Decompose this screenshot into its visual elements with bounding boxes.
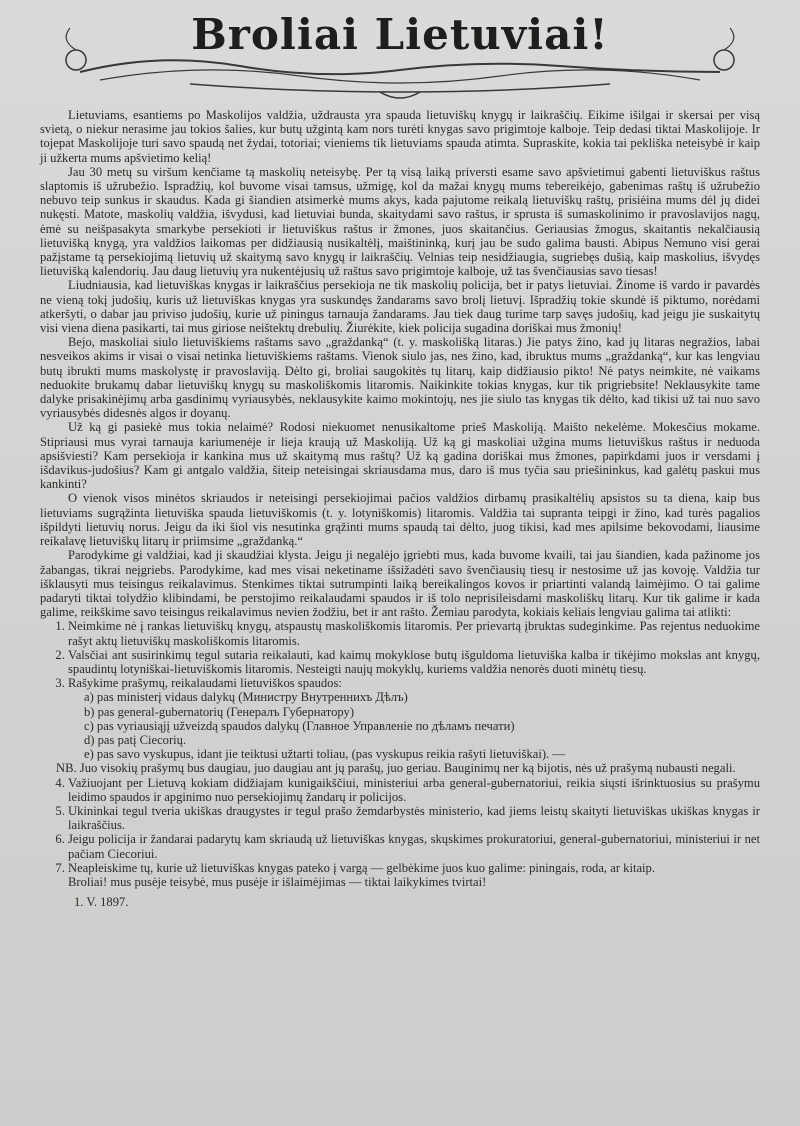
paragraph: Už ką gi pasiekė mus tokia nelaimė? Rodosi niekuomet nenusikaltome prieš Maskoliją. Maišto nekelėme. Mokesčius mokame. Stipriausi mus vyrai tarnauja kariumenėje ir lieja kraują už Maskoliją. Už ką gi maskoliai užgina mums lietuviškus raštus ir neduoda apsišviesti? Kam persekioja ir kankina mus už skaitymą mus raštų? Už ką gadina doriškai mus žmones, papirkdami juos ir versdami į išdavikus-judošius? Kam gi antgalo valdžia, šiteip neteisingai skriausdama mus, daro iš mus tyčia sau priešininkus, kad galėtų paskui mus kankinti?	[40, 420, 760, 492]
list-item	[68, 676, 760, 761]
paragraph: Jau 30 metų su viršum kenčiame tą maskolių neteisybę. Per tą visą laiką priversti esame savo apšvietimui gabenti lietuviškus raštus slaptomis iš užrubežio. Ispradžių, kol buvome visai tamsus, užmigę, kol da mažai knygų mums tebereikėjo, gabenimas raštų iš užrubežio nebuvo teip sunkus ir skaudus. Kada gi šiandien atsimerkė mums akys, kada pajutome reikalą lietuviškų raštų, prisiėina mums dėl jų didei nukęsti. Matote, maskolių valdžia, išvydusi, kad lietuviai bunda, skaitydami savo raštus, ir sprusta iš sumaskolinimo ir pravoslavijos nagų, ėmė su neišpasakyta smarkybe persekioti ir lietuviškus raštus ir žmones, juos skaitančius. Geriausias žmogus, skaitantis nekalčiausią lietuvišką knygą, yra valdžios laikomas per didžiausią nusikaltėlį, maištininką, kurį jau be sudo galima bausti. Abipus Nemuno visi gerai pažįstame tą persekiojimą lietuvių už skaitymą savo knygų ir laikraščių. Velnias teip nesidžiaugia, sugriebęs dušią, kaip maskolius, išvydęs lietuvišką kalendorių. Jau daug lietuvių yra nukentėjusių už raštus savo prigimtoje kalboje, už tas švenčiausias savo tiesas!	[40, 164, 760, 279]
sublist-item: d) pas patį Ciecorių.	[84, 732, 187, 747]
sublist-item: a) pas ministerį vidaus dalykų (Министру Внутреннихъ Дѣлъ)	[84, 690, 408, 705]
leaflet-body	[40, 108, 760, 909]
list-item-text: Rašykime prašymų, reikalaudami lietuviškos spaudos:	[68, 676, 342, 691]
list-item: 6. Jeigu policija ir žandarai padarytų kam skriaudą už lietuviškas knygas, skųskimes prokuratoriui, general-gubernatoriui, ministeriui ir net pačiam Ciecoriui.	[68, 832, 760, 860]
list-item: 2. Valsčiai ant susirinkimų tegul sutaria reikalauti, kad kaimų mokyklose butų išguldoma lietuviška kalba ir tikėjimo mokslas ant knygų, spaudintų lotyniškai-lietuviškomis litaromis. Nesteigti naujų mokyklų, kuriems valdžia nenorės duoti minėtų tiesų.	[68, 648, 760, 676]
sublist-item: b) pas general-gubernatorių (Генералъ Губернатору)	[84, 704, 355, 719]
paragraph: Liudniausia, kad lietuviškas knygas ir laikraščius persekioja ne tik maskolių policija, bet ir patys lietuviai. Žinome iš vardo ir pavardės ne vieną tokį judošių, kuris už lietuviškas knygas yra suskundęs žandarams savo brolį lietuvį. Išpradžių tokie skundė iš piktumo, norėdami atkeršyti, o dabar jau priviso judošių, kurie už piningus tarnauja žandarams. Jau tiek daug turime tarp savęs judošių, kad jeigu jie suskaitytų visi viena diena pasikarti, tai mus giriose neištektų drebulių. Žiurėkite, kiek policija sugadina doriškai mus žmonių!	[40, 278, 760, 336]
paragraph: Lietuviams, esantiems po Maskolijos valdžia, uždraustа yra spauda lietuviškų knygų ir laikraščių. Eikime išilgai ir skersai per visą svietą, o niekur nerasime jau tokios šalies, kur butų užgintą kam nors turėti knygas savo prigimtoje kalboje. Teip dedasi tiktai Maskolijoje. Ir tojepat Maskolijoje turi savo spaudą net žydai, totoriai; vieniems tik lietuviams spauda atimta. Supraskite, kokia tai pekliška neteisybė ir kaip ji užkerta mums apšvietimo kelią!	[40, 108, 760, 165]
masthead	[40, 0, 760, 108]
closing-line: Broliai! mus pusėje teisybė, mus pusėje ir išlaimėjimas — tiktai laikykimes tvirtai!	[68, 874, 487, 889]
paragraph: Bejo, maskoliai siulo lietuviškiems raštams savo „graždanką“ (t. y. maskolišką litaras.) Jie patys žino, kad jų litaras negražios, labai nesveikos akims ir visai o visai netinka lietuviškiems raštams. Vienok siulo jas, nes žino, kad, ibruktus mums „graždanką“, kur kas lengviau butų ibrukti mums maskolystę ir pravoslaviją. Dėlto gi, broliai saugokitės tų litarų, kaip didžiausio pikto! Nė patys neimkite, nė vaikams neduokite brukamų dabar lietuviškų knygų su maskoliškomis litaromis. Naikinkite tokias knygas, kur tik prigriebsite! Neklausykite tame dalyke prisakinėjimų arba gasdinimų vyriausybės, neklausykite kaimo mokintojų, nes jie siulo tas knygas tik dėlto, kad tikisi už tai nuo savo vyriausybės didesnės algos ir doyanų.	[40, 335, 760, 421]
petition-recipients-list	[68, 690, 760, 761]
date: 1. V. 1897.	[74, 895, 129, 910]
list-item: 7. Neapleiskime tų, kurie už lietuviškas knygas pateko į vargą — gelbėkime juos kuo galime: piningais, roda, ar kitaip.	[68, 861, 760, 875]
nb-note: NB. Juo visokių prašymų bus daugiau, juo daugiau ant jų parašų, juo geriau. Bauginimų ner ką bijotis, nės už prašymą nubausti negali.	[56, 761, 736, 776]
demands-list-continued	[40, 776, 760, 875]
list-item: 5. Ukininkai tegul tveria ukiškas draugystes ir tegul prašo žemdarbystės ministerio, kad jiems leistų skaityti lietuviškas ukiškas knygas ir laikraščius.	[68, 804, 760, 832]
sublist-item: c) pas vyriausiąjį užveizdą spaudos dalykų (Главное Управленіе по дѣламъ печати)	[84, 718, 515, 733]
paragraph: O vienok visos minėtos skriaudos ir neteisingi persekiojimai pačios valdžios dirbamų prasikaltėlių apsistos su ta diena, kaip bus lietuviams sugrąžinta lietuviška spauda lietuviškomis (t. y. lotyniškomis) litaromis. Valdžia tai supranta teipgi ir žino, kad turės pagalios išpildyti lietuvių norus. Jeigu da iki šiol vis nesutinka grąžinti mums spaudą tai dėlto, juog tikisi, kad mes apilsime bekovodami, liausime reikalavę lietuviškų litarų ir priimsime „graždanką.“	[40, 491, 760, 549]
list-item: 4. Važiuojant per Lietuvą kokiam didžiajam kunigaikščiui, ministeriui arba general-gubernatoriui, reikia siųsti išrinktuosius su prašymu leidimo spaudos ir apginimo nuo persekiojimų žandarų ir policijos.	[68, 776, 760, 804]
list-item: 1. Neimkime nė į rankas lietuviškų knygų, atspaustų maskoliškomis litaromis. Per prievartą įbruktas sudeginkime. Pas rejentus neduokime rašyt aktų lietuviškų maskoliškomis litaromis.	[68, 619, 760, 647]
sublist-item: e) pas savo vyskupus, idant jie teiktusi užtarti toliau, (pas vyskupus reikia rašyti lietuviškai). —	[84, 747, 565, 762]
demands-list	[40, 619, 760, 761]
paragraph: Parodykime gi valdžiai, kad ji skaudžiai klysta. Jeigu ji negalėjo įgriebti mus, kada buvome kvaili, tai jau šiandien, kada pažinome jos žabangas, tikrai neįgriebs. Parodykime, kad mes visai neketiname išsižadėti savo švenčiausių tiesų ir nestosime už jas kovoję. Valdžia tur išklausyti mus teisingus reikalavimus. Stenkimes tiktai sutrumpinti laiką bereikalingos kovos ir priartinti valandą laimėjimo. O tai galime padaryti tiktai tolydžio klibindami, be perstojimo reikalaudami spaudos ir iš tolo neprisileisdami maskoliškų litarų. Kur tik galime ir kada galime, reikškime savo teisingus reikalavimus nevien žodžiu, bet ir ant rašto. Žemiau parodyta, kokiais keliais lengviau galima tai atlikti:	[40, 548, 760, 620]
page-title: Broliai Lietuviai!	[191, 10, 609, 59]
